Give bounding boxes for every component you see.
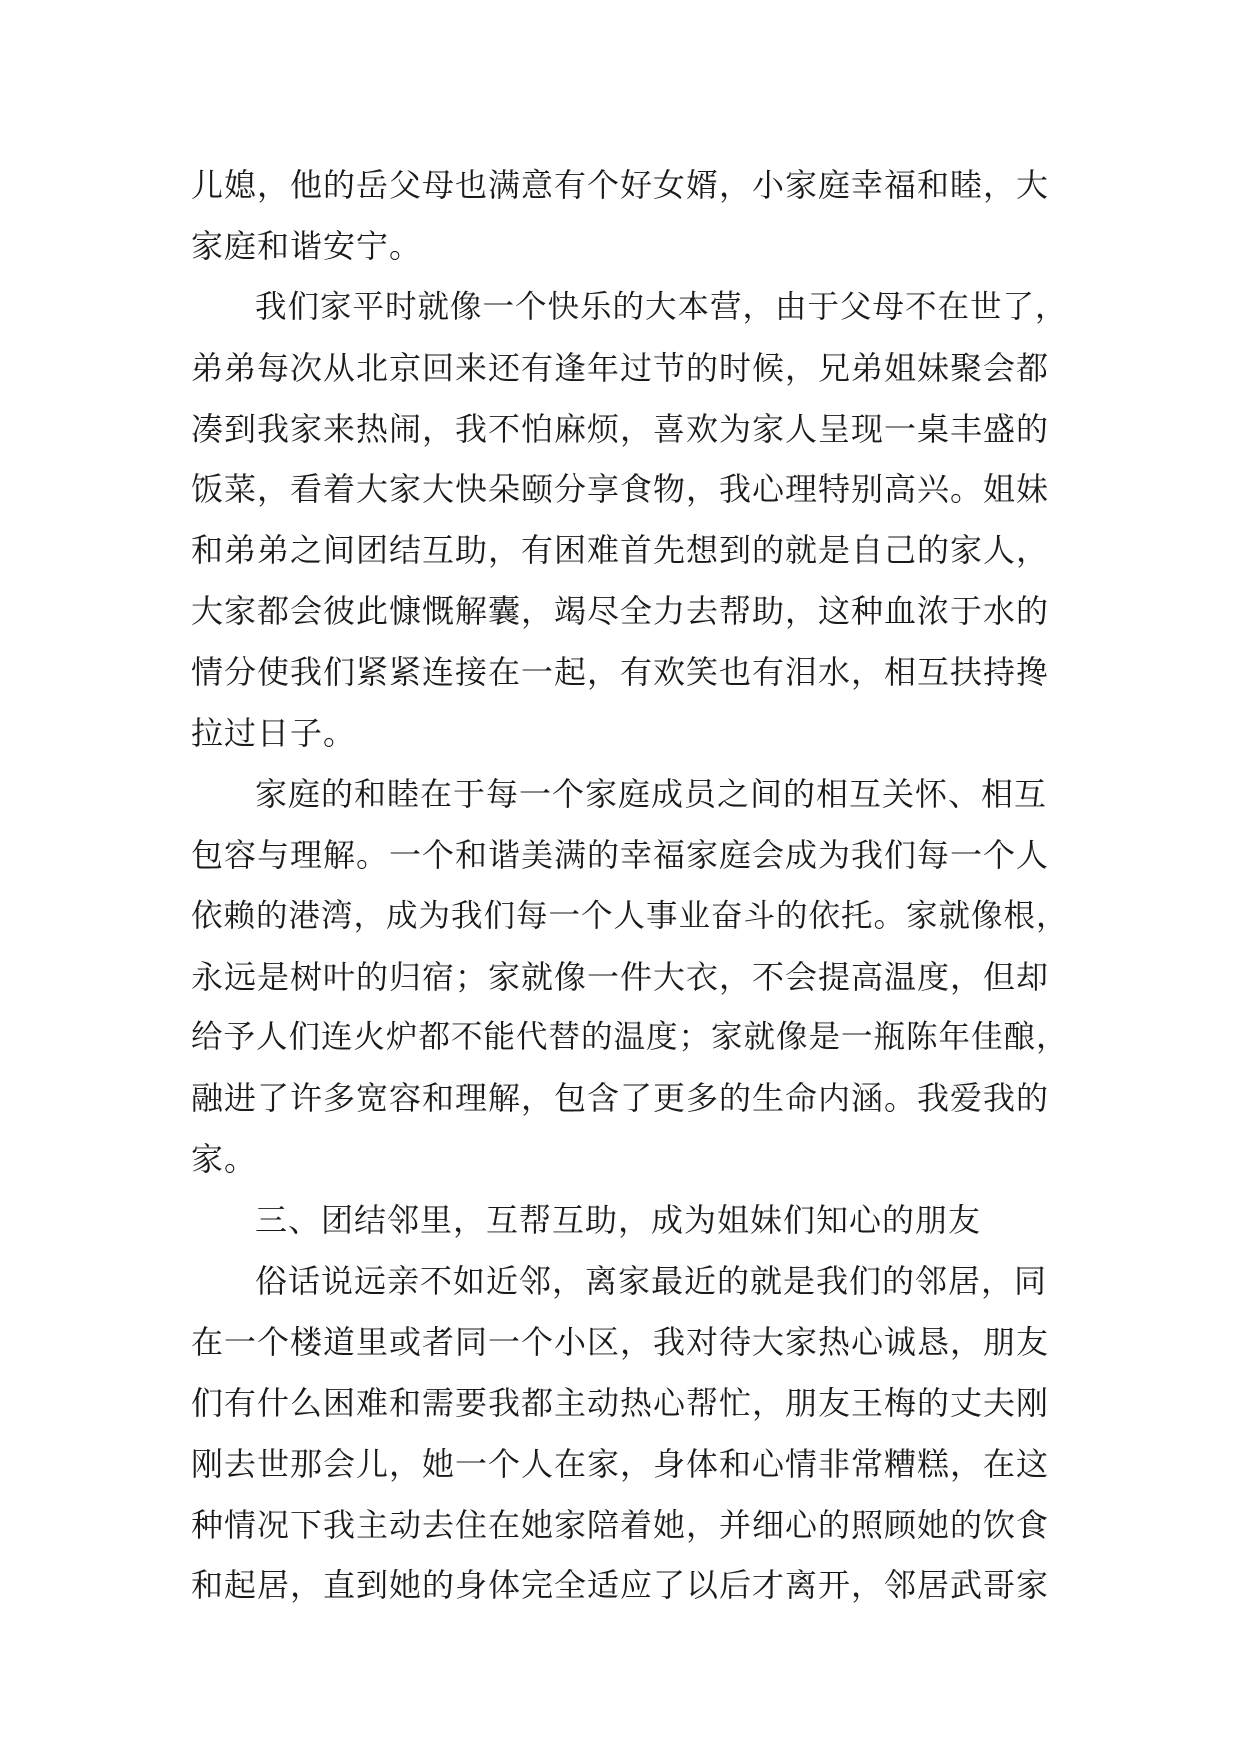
text-line: 三、团结邻里，互帮互助，成为姐妹们知心的朋友 <box>255 1201 982 1240</box>
text-line: 刚去世那会儿，她一个人在家，身体和心情非常糟糕，在这 <box>191 1444 1050 1483</box>
text-line: 大家都会彼此慷慨解囊，竭尽全力去帮助，这种血浓于水的 <box>191 592 1050 631</box>
text-line: 们有什么困难和需要我都主动热心帮忙，朋友王梅的丈夫刚 <box>191 1383 1050 1422</box>
text-line: 给予人们连火炉都不能代替的温度；家就像是一瓶陈年佳酿， <box>191 1019 1069 1056</box>
text-line: 情分使我们紧紧连接在一起，有欢笑也有泪水，相互扶持搀 <box>191 653 1050 692</box>
document-body-text <box>191 155 1071 1616</box>
text-line: 拉过日子。 <box>191 714 357 753</box>
text-line: 饭菜，看着大家大快朵颐分享食物，我心理特别高兴。姐妹 <box>191 470 1050 509</box>
text-line: 永远是树叶的归宿；家就像一件大衣，不会提高温度，但却 <box>191 957 1050 996</box>
text-line: 儿媳，他的岳父母也满意有个好女婿，小家庭幸福和睦，大 <box>191 166 1050 204</box>
text-line: 和起居，直到她的身体完全适应了以后才离开，邻居武哥家 <box>191 1566 1050 1605</box>
text-line: 家庭的和睦在于每一个家庭成员之间的相互关怀、相互 <box>255 774 1048 813</box>
text-line: 俗话说远亲不如近邻，离家最近的就是我们的邻居，同 <box>255 1262 1048 1301</box>
text-line: 我们家平时就像一个快乐的大本营，由于父母不在世了， <box>255 288 1068 325</box>
text-line: 弟弟每次从北京回来还有逢年过节的时候，兄弟姐妹聚会都 <box>191 348 1050 387</box>
text-line: 凑到我家来热闹，我不怕麻烦，喜欢为家人呈现一桌丰盛的 <box>191 409 1050 448</box>
text-line: 依赖的港湾，成为我们每一个人事业奋斗的依托。家就像根， <box>191 897 1069 934</box>
text-line: 包容与理解。一个和谐美满的幸福家庭会成为我们每一个人 <box>191 835 1050 874</box>
text-line: 家。 <box>191 1140 258 1179</box>
text-line: 在一个楼道里或者同一个小区，我对待大家热心诚恳，朋友 <box>191 1322 1050 1361</box>
text-line: 融进了许多宽容和理解，包含了更多的生命内涵。我爱我的 <box>191 1079 1050 1118</box>
text-line: 家庭和谐安宁。 <box>191 226 423 265</box>
text-line: 和弟弟之间团结互助，有困难首先想到的就是自己的家人， <box>191 531 1050 570</box>
text-line: 种情况下我主动去住在她家陪着她，并细心的照顾她的饮食 <box>191 1505 1050 1544</box>
